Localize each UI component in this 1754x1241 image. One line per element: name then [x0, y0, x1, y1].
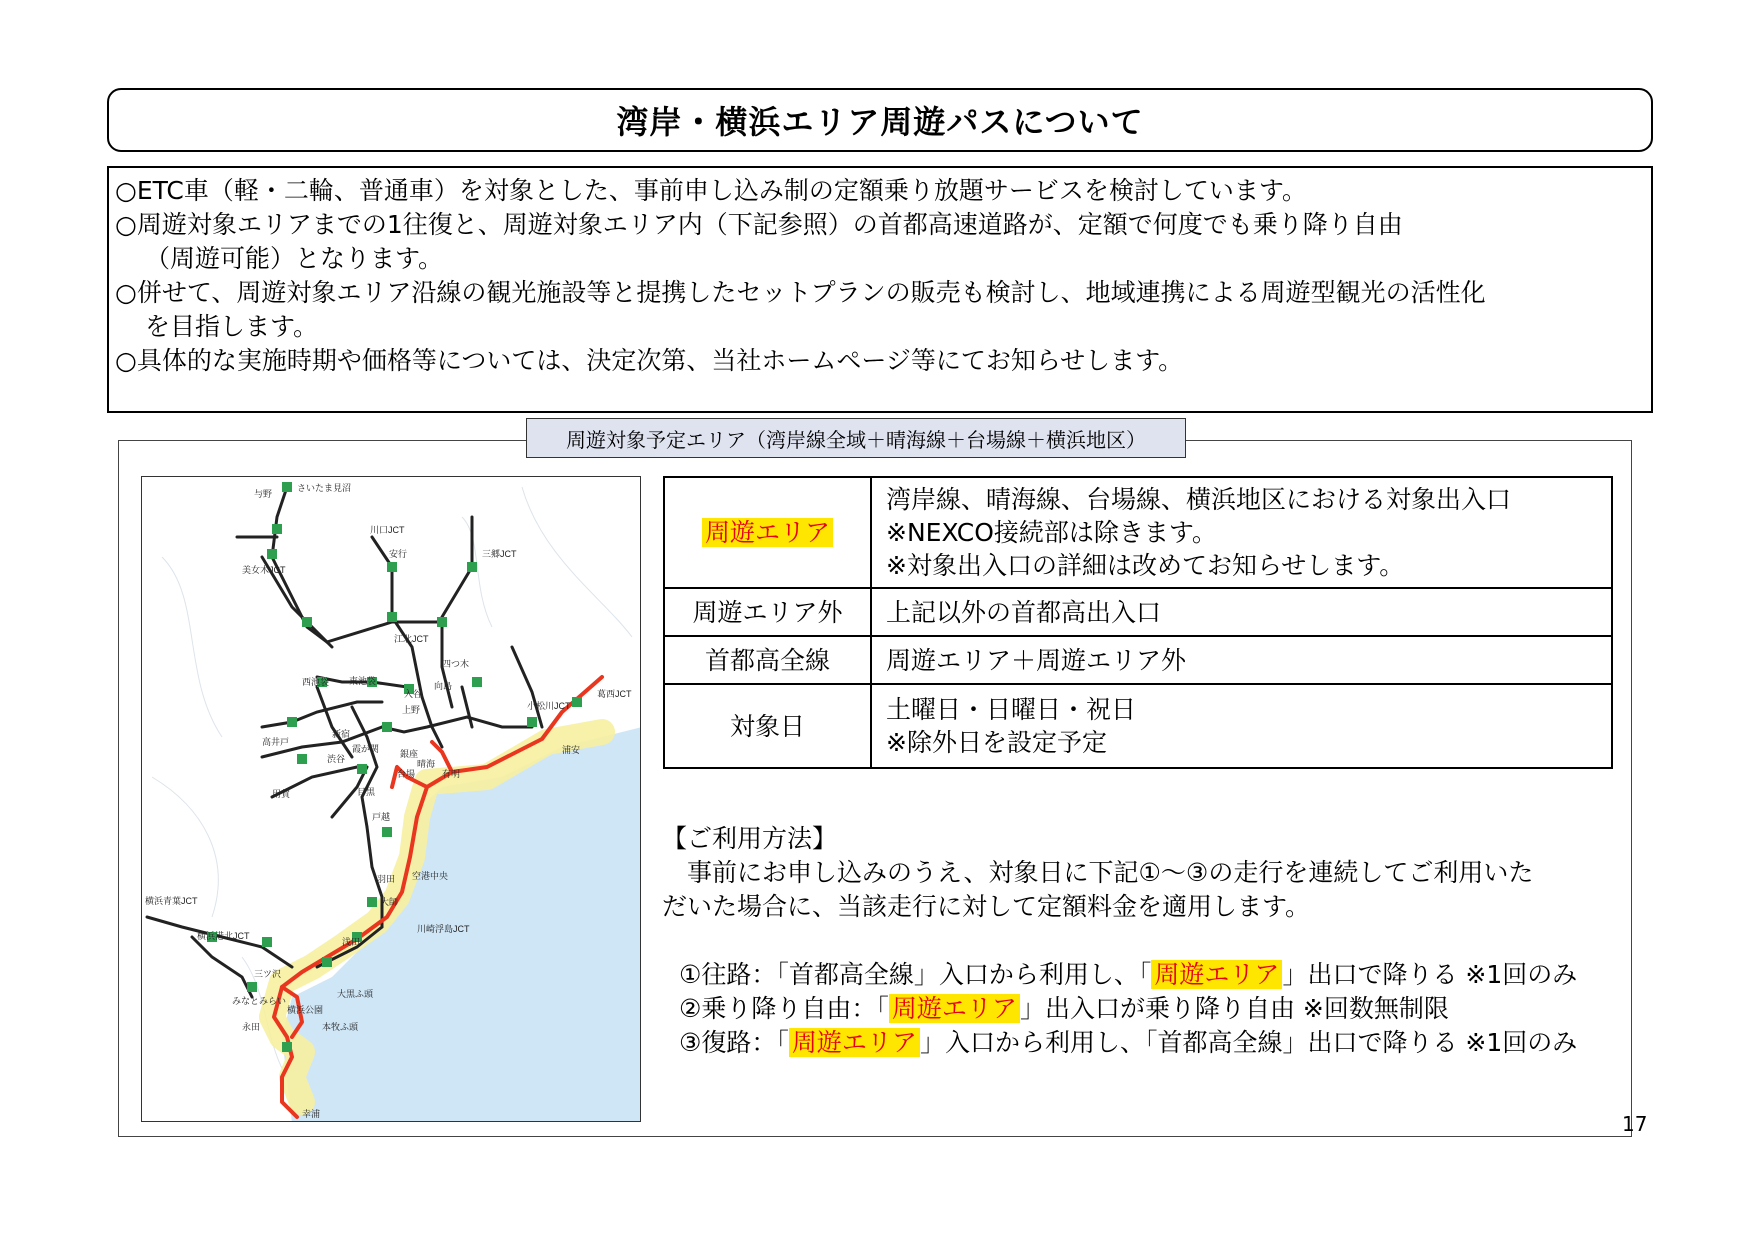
- map-label: 浦安: [562, 745, 581, 755]
- route-map: [141, 476, 641, 1122]
- map-label: 江北JCT: [394, 634, 429, 644]
- map-label: 高井戸: [262, 737, 290, 747]
- bullet-box: [107, 166, 1653, 413]
- map-label: 葛西JCT: [597, 689, 632, 699]
- map-label: 横浜青葉JCT: [145, 896, 198, 906]
- table-head: 対象日: [664, 684, 871, 768]
- table-cell: [871, 477, 1612, 588]
- area-label: 周遊対象予定エリア（湾岸線全域＋晴海線＋台場線＋横浜地区）: [526, 418, 1186, 458]
- area-highlight: 周遊エリア: [889, 994, 1020, 1023]
- cell-line: ※除外日を設定予定: [886, 728, 1107, 757]
- bullet-2-cont: （周遊可能）となります。: [145, 244, 444, 273]
- map-label: 西池袋: [302, 677, 330, 687]
- map-label: 三ツ沢: [254, 969, 282, 979]
- map-label: 台場: [397, 769, 416, 779]
- table-row: [664, 588, 1612, 636]
- map-label: みなとみらい: [232, 996, 287, 1006]
- cell-line: ※対象出入口の詳細は改めてお知らせします。: [886, 551, 1405, 580]
- map-label: 用賀: [272, 789, 291, 799]
- title-box: [107, 88, 1653, 152]
- map-label: 羽田: [377, 874, 396, 884]
- map-label: 晴海: [417, 759, 436, 769]
- map-label: 銀座: [400, 749, 419, 759]
- usage-step-3: ③復路：「 周遊エリア 」入口から利用し、「首都高全線」出口で降りる ※1回のみ: [679, 1028, 1578, 1057]
- usage-section: [662, 822, 1622, 1060]
- map-label: 有明: [442, 769, 461, 779]
- area-badge: 周遊エリア: [702, 518, 833, 547]
- map-label: 安行: [389, 549, 408, 559]
- map-label: 美女木JCT: [242, 565, 286, 575]
- table-head-area: [664, 477, 871, 588]
- usage-intro: 事前にお申し込みのうえ、対象日に下記①～③の走行を連続してご利用いた: [662, 858, 1534, 887]
- table-row: [664, 477, 1612, 588]
- map-label: 向島: [434, 681, 453, 691]
- map-label: 大黒ふ頭: [337, 989, 374, 999]
- map-label: 横浜港北JCT: [197, 931, 250, 941]
- map-label: 小松川JCT: [527, 701, 571, 711]
- bullet-3-cont: を目指します。: [145, 312, 319, 341]
- map-label: 四つ木: [442, 659, 470, 669]
- map-label: 永田: [242, 1022, 261, 1032]
- map-label: 空港中央: [412, 871, 449, 881]
- map-label: 東池袋: [349, 676, 377, 686]
- usage-intro: だいた場合に、当該走行に対して定額料金を適用します。: [662, 892, 1311, 921]
- bullet-1: ○ETC車（軽・二輪、普通車）を対象とした、事前申し込み制の定額乗り放題サービスを検討しています。: [115, 176, 1307, 205]
- map-label: 目黒: [357, 787, 376, 797]
- map-label: 入谷: [404, 689, 423, 699]
- map-label: 与野: [254, 489, 273, 499]
- usage-heading: 【ご利用方法】: [662, 824, 838, 853]
- map-label: 本牧ふ頭: [322, 1022, 359, 1032]
- table-cell: [871, 684, 1612, 768]
- cell-line: 土曜日・日曜日・祝日: [886, 695, 1137, 724]
- map-label: 大師: [380, 897, 399, 907]
- table-head: 周遊エリア外: [664, 588, 871, 636]
- map-label: さいたま見沼: [297, 483, 352, 493]
- bullet-3: ○併せて、周遊対象エリア沿線の観光施設等と提携したセットプランの販売も検討し、地域連携による周遊型観光の活性化: [115, 278, 1486, 307]
- route-map-svg: [142, 477, 641, 1122]
- map-label: 川口JCT: [370, 525, 405, 535]
- usage-step-2: ②乗り降り自由：「 周遊エリア 」出入口が乗り降り自由 ※回数無制限: [679, 994, 1449, 1023]
- table-cell: 上記以外の首都高出入口: [871, 588, 1612, 636]
- area-highlight: 周遊エリア: [789, 1028, 920, 1057]
- bullet-4: ○具体的な実施時期や価格等については、決定次第、当社ホームページ等にてお知らせします。: [115, 346, 1184, 375]
- map-label: 戸越: [372, 812, 391, 822]
- cell-line: 湾岸線、晴海線、台場線、横浜地区における対象出入口: [886, 485, 1512, 514]
- map-label: 三郷JCT: [482, 549, 517, 559]
- map-label: 幸浦: [302, 1109, 321, 1119]
- table-cell: 周遊エリア＋周遊エリア外: [871, 636, 1612, 684]
- map-label: 上野: [402, 705, 421, 715]
- map-label: 横浜公園: [287, 1005, 324, 1015]
- map-label: 浅田: [342, 937, 361, 947]
- table-row: [664, 684, 1612, 768]
- page-number: 17: [1622, 1112, 1648, 1136]
- bullet-2: ○周遊対象エリアまでの1往復と、周遊対象エリア内（下記参照）の首都高速道路が、定額で何度でも乗り降り自由: [115, 210, 1403, 239]
- table-row: [664, 636, 1612, 684]
- map-label: 渋谷: [327, 754, 346, 764]
- map-label: 霞が関: [352, 744, 380, 754]
- page-title: 湾岸・横浜エリア周遊パスについて: [616, 103, 1144, 141]
- map-label: 川崎浮島JCT: [417, 924, 470, 934]
- usage-step-1: ①往路：「首都高全線」入口から利用し、「 周遊エリア 」出口で降りる ※1回のみ: [679, 960, 1578, 989]
- cell-line: ※NEXCO接続部は除きます。: [886, 518, 1217, 547]
- map-label: 新宿: [332, 729, 351, 739]
- area-highlight: 周遊エリア: [1151, 960, 1282, 989]
- info-table: [663, 476, 1613, 769]
- table-head: 首都高全線: [664, 636, 871, 684]
